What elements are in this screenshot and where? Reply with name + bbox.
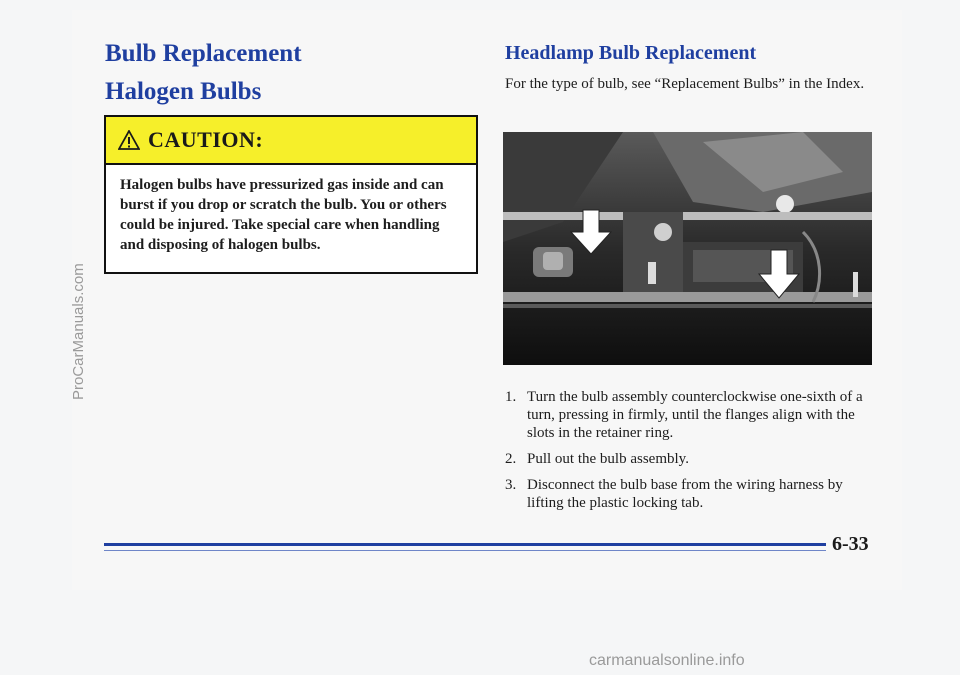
step-number: 2. <box>505 451 517 467</box>
page-number: 6-33 <box>832 533 869 555</box>
bottom-watermark: carmanualsonline.info <box>589 652 745 669</box>
step-item <box>505 476 875 512</box>
headlamp-title: Headlamp Bulb Replacement <box>505 42 757 64</box>
caution-text: Halogen bulbs have pressurized gas inside and can burst if you drop or scratch the bulb. You or others could be injured. Take special care when handling and disposing of halogen bulbs. <box>120 177 447 253</box>
caution-header <box>106 117 476 165</box>
step-text: Disconnect the bulb base from the wiring harness by lifting the plastic locking tab. <box>527 477 843 511</box>
footer-rule <box>104 543 826 546</box>
side-watermark: ProCarManuals.com <box>70 263 87 400</box>
steps-list <box>505 388 875 520</box>
warning-triangle-icon <box>118 130 140 150</box>
headlamp-assembly-illustration <box>503 132 872 365</box>
section-title: Bulb Replacement <box>105 40 302 67</box>
step-item <box>505 450 875 468</box>
section-subtitle: Halogen Bulbs <box>105 78 262 105</box>
step-item <box>505 388 875 442</box>
caution-box <box>104 115 478 274</box>
step-number: 3. <box>505 477 517 493</box>
footer-rule-thin <box>104 550 826 551</box>
intro-text: For the type of bulb, see “Replacement Bulbs” in the Index. <box>505 76 865 92</box>
step-text: Turn the bulb assembly counterclockwise one-sixth of a turn, pressing in firmly, until the flanges align with the slots in the retainer ring. <box>527 389 863 441</box>
step-text: Pull out the bulb assembly. <box>527 451 689 467</box>
caution-label: CAUTION: <box>148 127 264 152</box>
headlamp-photo <box>503 132 872 365</box>
step-number: 1. <box>505 389 517 405</box>
